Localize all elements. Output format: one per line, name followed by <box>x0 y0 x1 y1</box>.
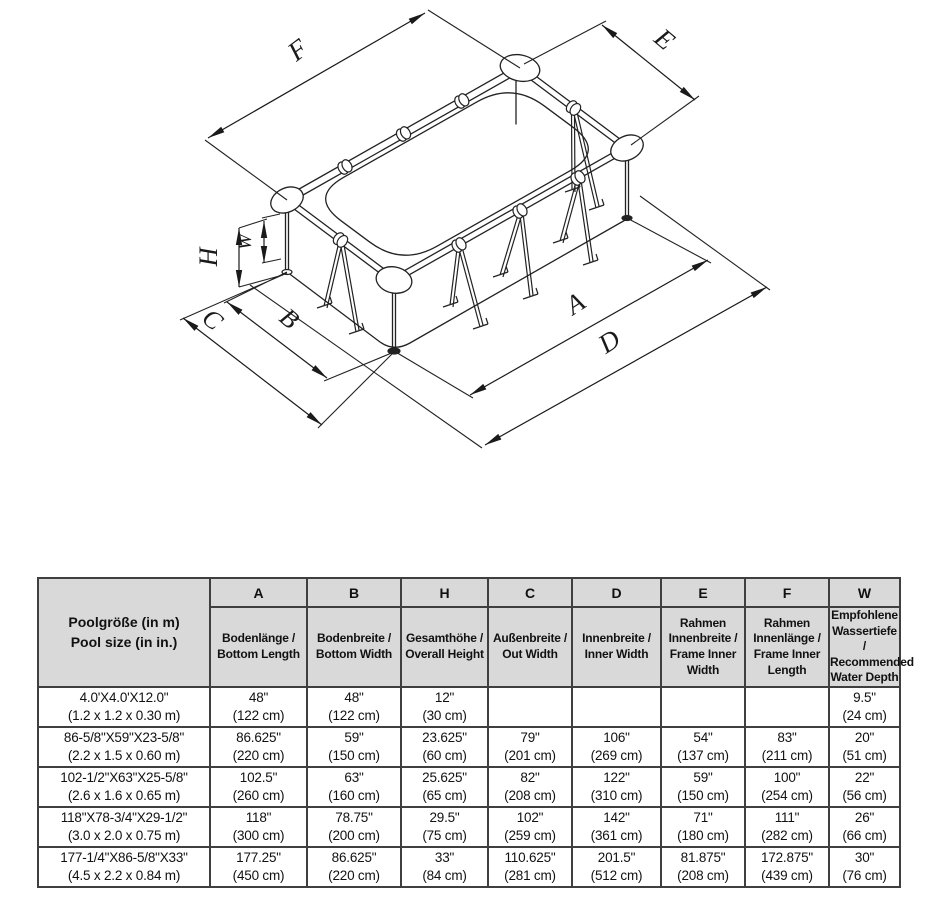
value-cm: (84 cm) <box>422 868 467 883</box>
cell <box>572 807 661 847</box>
value-inches: 78.75" <box>335 810 373 826</box>
size-m: (2.2 x 1.5 x 0.60 m) <box>67 748 181 763</box>
value-inches: 59" <box>344 730 364 746</box>
cell <box>401 847 488 887</box>
dim-line-A <box>470 260 708 395</box>
value-cm: (56 cm) <box>842 788 887 803</box>
col-letter-D: D <box>572 578 661 607</box>
value-inches: 81.875" <box>680 850 726 866</box>
row-size-cell <box>38 807 210 847</box>
value-cm: (259 cm) <box>504 828 556 843</box>
col-letter-W: W <box>829 578 900 607</box>
leg-support <box>553 180 598 265</box>
row-size-cell <box>38 687 210 727</box>
corner-header <box>38 578 210 687</box>
value-inches: 26" <box>854 810 875 826</box>
cell <box>210 847 307 887</box>
value-cm: (150 cm) <box>328 748 380 763</box>
value-inches: 54" <box>693 730 713 746</box>
cell <box>661 727 745 767</box>
arrowhead <box>692 260 708 271</box>
col-letter-E: E <box>661 578 745 607</box>
cell <box>745 767 829 807</box>
dim-label-W: W <box>235 234 256 250</box>
leg-support <box>493 213 538 299</box>
cell <box>661 767 745 807</box>
dim-label-C: C <box>196 302 229 337</box>
cell <box>745 847 829 887</box>
table-row <box>38 767 900 807</box>
cell <box>488 807 572 847</box>
dim-label-F: F <box>281 32 314 67</box>
cell <box>661 807 745 847</box>
value-cm: (450 cm) <box>232 868 285 883</box>
col-letter-H: H <box>401 578 488 607</box>
value-cm: (211 cm) <box>761 748 813 763</box>
cell <box>210 727 307 767</box>
value-inches: 30" <box>854 850 875 866</box>
value-cm: (512 cm) <box>590 868 643 883</box>
value-inches: 83" <box>777 730 797 746</box>
cell <box>401 687 488 727</box>
value-cm: (201 cm) <box>504 748 556 763</box>
value-inches: 59" <box>693 770 713 786</box>
value-inches: 172.875" <box>761 850 813 866</box>
cell <box>829 687 900 727</box>
value-cm: (254 cm) <box>761 788 813 803</box>
dim-line-E <box>602 25 695 100</box>
arrowhead <box>208 127 224 138</box>
cell <box>307 767 401 807</box>
arrowhead <box>236 270 242 287</box>
corner-header-en: Pool size (in in.) <box>70 633 178 650</box>
cell <box>210 767 307 807</box>
row-size-cell <box>38 847 210 887</box>
value-cm: (180 cm) <box>677 828 729 843</box>
value-inches: 118" <box>245 810 272 826</box>
col-name-A: Bodenlänge / Bottom Length <box>210 607 307 687</box>
value-cm: (200 cm) <box>328 828 380 843</box>
dim-line-B <box>227 302 327 378</box>
value-inches: 106" <box>603 730 630 746</box>
dim-label-E: E <box>648 22 681 56</box>
corner-connectors <box>267 51 648 296</box>
size-in: 118"X78-3/4"X29-1/2" <box>60 810 188 826</box>
cell <box>488 727 572 767</box>
value-cm: (137 cm) <box>677 748 729 763</box>
table-row <box>38 847 900 887</box>
col-letter-A: A <box>210 578 307 607</box>
cell <box>488 767 572 807</box>
value-inches: 12" <box>434 690 455 706</box>
size-in: 4.0'X4.0'X12.0" <box>79 690 169 706</box>
cell <box>829 847 900 887</box>
table-row <box>38 807 900 847</box>
extension-lines <box>180 10 770 448</box>
size-m: (4.5 x 2.2 x 0.84 m) <box>67 868 181 883</box>
cell-empty <box>572 687 661 727</box>
dim-label-H: H <box>194 247 223 267</box>
value-cm: (269 cm) <box>590 748 643 763</box>
value-inches: 20" <box>854 730 875 746</box>
value-inches: 29.5" <box>429 810 460 826</box>
col-letter-C: C <box>488 578 572 607</box>
value-inches: 86.625" <box>331 850 377 866</box>
cell <box>745 807 829 847</box>
table-row <box>38 727 900 767</box>
value-cm: (439 cm) <box>761 868 813 883</box>
value-cm: (208 cm) <box>677 868 729 883</box>
cell-empty <box>661 687 745 727</box>
value-inches: 33" <box>434 850 455 866</box>
value-inches: 102.5" <box>239 770 278 786</box>
size-in: 177-1/4"X86-5/8"X33" <box>60 850 188 866</box>
size-m: (3.0 x 2.0 x 0.75 m) <box>67 828 181 843</box>
value-inches: 111" <box>774 810 800 826</box>
value-inches: 63" <box>344 770 364 786</box>
value-cm: (220 cm) <box>232 748 285 763</box>
cell <box>829 807 900 847</box>
value-inches: 102" <box>516 810 544 826</box>
arrowhead <box>751 287 767 298</box>
arrowhead <box>261 221 267 238</box>
cell <box>210 687 307 727</box>
dim-label-A: A <box>560 286 591 321</box>
value-cm: (310 cm) <box>590 788 643 803</box>
cell <box>829 767 900 807</box>
arrowhead <box>409 13 425 24</box>
size-in: 86-5/8"X59"X23-5/8" <box>63 730 185 746</box>
value-cm: (160 cm) <box>328 788 380 803</box>
value-cm: (51 cm) <box>842 748 887 763</box>
table-row <box>38 687 900 727</box>
col-name-H: Gesamthöhe / Overall Height <box>401 607 488 687</box>
cell <box>661 847 745 887</box>
value-inches: 48" <box>248 690 269 706</box>
value-cm: (150 cm) <box>677 788 729 803</box>
arrowhead <box>312 365 327 378</box>
value-inches: 25.625" <box>422 770 467 786</box>
cell <box>401 727 488 767</box>
cell <box>307 847 401 887</box>
value-inches: 86.625" <box>236 730 281 746</box>
value-cm: (60 cm) <box>422 748 467 763</box>
value-cm: (361 cm) <box>590 828 643 843</box>
value-cm: (30 cm) <box>422 708 467 723</box>
col-name-D: Innenbreite / Inner Width <box>572 607 661 687</box>
dim-line-C <box>183 318 322 425</box>
cell-empty <box>745 687 829 727</box>
dim-label-D: D <box>592 323 626 360</box>
dimension-lines <box>183 13 767 445</box>
cell <box>572 727 661 767</box>
value-inches: 142" <box>603 810 630 826</box>
col-letter-B: B <box>307 578 401 607</box>
arrowhead <box>307 412 322 425</box>
col-name-B: Bodenbreite / Bottom Width <box>307 607 401 687</box>
value-inches: 9.5" <box>853 690 876 706</box>
size-in: 102-1/2"X63"X25-5/8" <box>60 770 188 786</box>
value-cm: (300 cm) <box>232 828 285 843</box>
cell <box>401 807 488 847</box>
corner-header-de: Poolgröße (in m) <box>68 613 180 630</box>
row-size-cell <box>38 767 210 807</box>
value-inches: 110.625" <box>504 850 556 866</box>
cell <box>572 767 661 807</box>
value-inches: 177.25" <box>236 850 281 866</box>
cell <box>488 847 572 887</box>
value-inches: 122" <box>603 770 630 786</box>
value-cm: (282 cm) <box>761 828 813 843</box>
col-name-W: Empfohlene Wassertiefe / Recommended Water Depth <box>829 607 900 687</box>
size-m: (1.2 x 1.2 x 0.30 m) <box>67 708 181 723</box>
arrowhead <box>227 302 242 315</box>
row-size-cell <box>38 727 210 767</box>
pool-liner-opening <box>326 93 589 255</box>
cell <box>829 727 900 767</box>
cell <box>572 847 661 887</box>
value-inches: 71" <box>693 810 713 826</box>
value-inches: 201.5" <box>597 850 636 866</box>
value-cm: (76 cm) <box>842 868 887 883</box>
value-cm: (281 cm) <box>504 868 556 883</box>
value-cm: (220 cm) <box>328 868 380 883</box>
value-inches: 48" <box>344 690 364 706</box>
value-cm: (260 cm) <box>232 788 285 803</box>
value-inches: 22" <box>854 770 875 786</box>
arrowhead <box>261 246 267 263</box>
value-cm: (122 cm) <box>232 708 285 723</box>
cell <box>307 727 401 767</box>
col-name-E: Rahmen Innenbreite / Frame Inner Width <box>661 607 745 687</box>
pool-size-spec-table <box>37 577 914 888</box>
cell <box>401 767 488 807</box>
value-cm: (208 cm) <box>504 788 556 803</box>
dim-line-D <box>485 287 767 445</box>
size-m: (2.6 x 1.6 x 0.65 m) <box>67 788 181 803</box>
value-inches: 82" <box>520 770 540 786</box>
cell <box>307 807 401 847</box>
value-cm: (122 cm) <box>328 708 380 723</box>
dim-line-F <box>208 13 425 138</box>
arrowhead <box>485 434 501 445</box>
leg-support <box>443 247 488 329</box>
cell <box>745 727 829 767</box>
value-inches: 100" <box>773 770 801 786</box>
value-inches: 79" <box>520 730 540 746</box>
col-name-F: Rahmen Innenlänge / Frame Inner Length <box>745 607 829 687</box>
col-name-C: Außenbreite / Out Width <box>488 607 572 687</box>
value-cm: (24 cm) <box>842 708 887 723</box>
value-cm: (66 cm) <box>842 828 887 843</box>
value-cm: (75 cm) <box>422 828 467 843</box>
cell <box>307 687 401 727</box>
dim-label-B: B <box>274 302 305 335</box>
cell-empty <box>488 687 572 727</box>
cell <box>210 807 307 847</box>
value-inches: 23.625" <box>422 730 467 746</box>
arrowhead <box>470 384 486 395</box>
col-letter-F: F <box>745 578 829 607</box>
value-cm: (65 cm) <box>422 788 467 803</box>
